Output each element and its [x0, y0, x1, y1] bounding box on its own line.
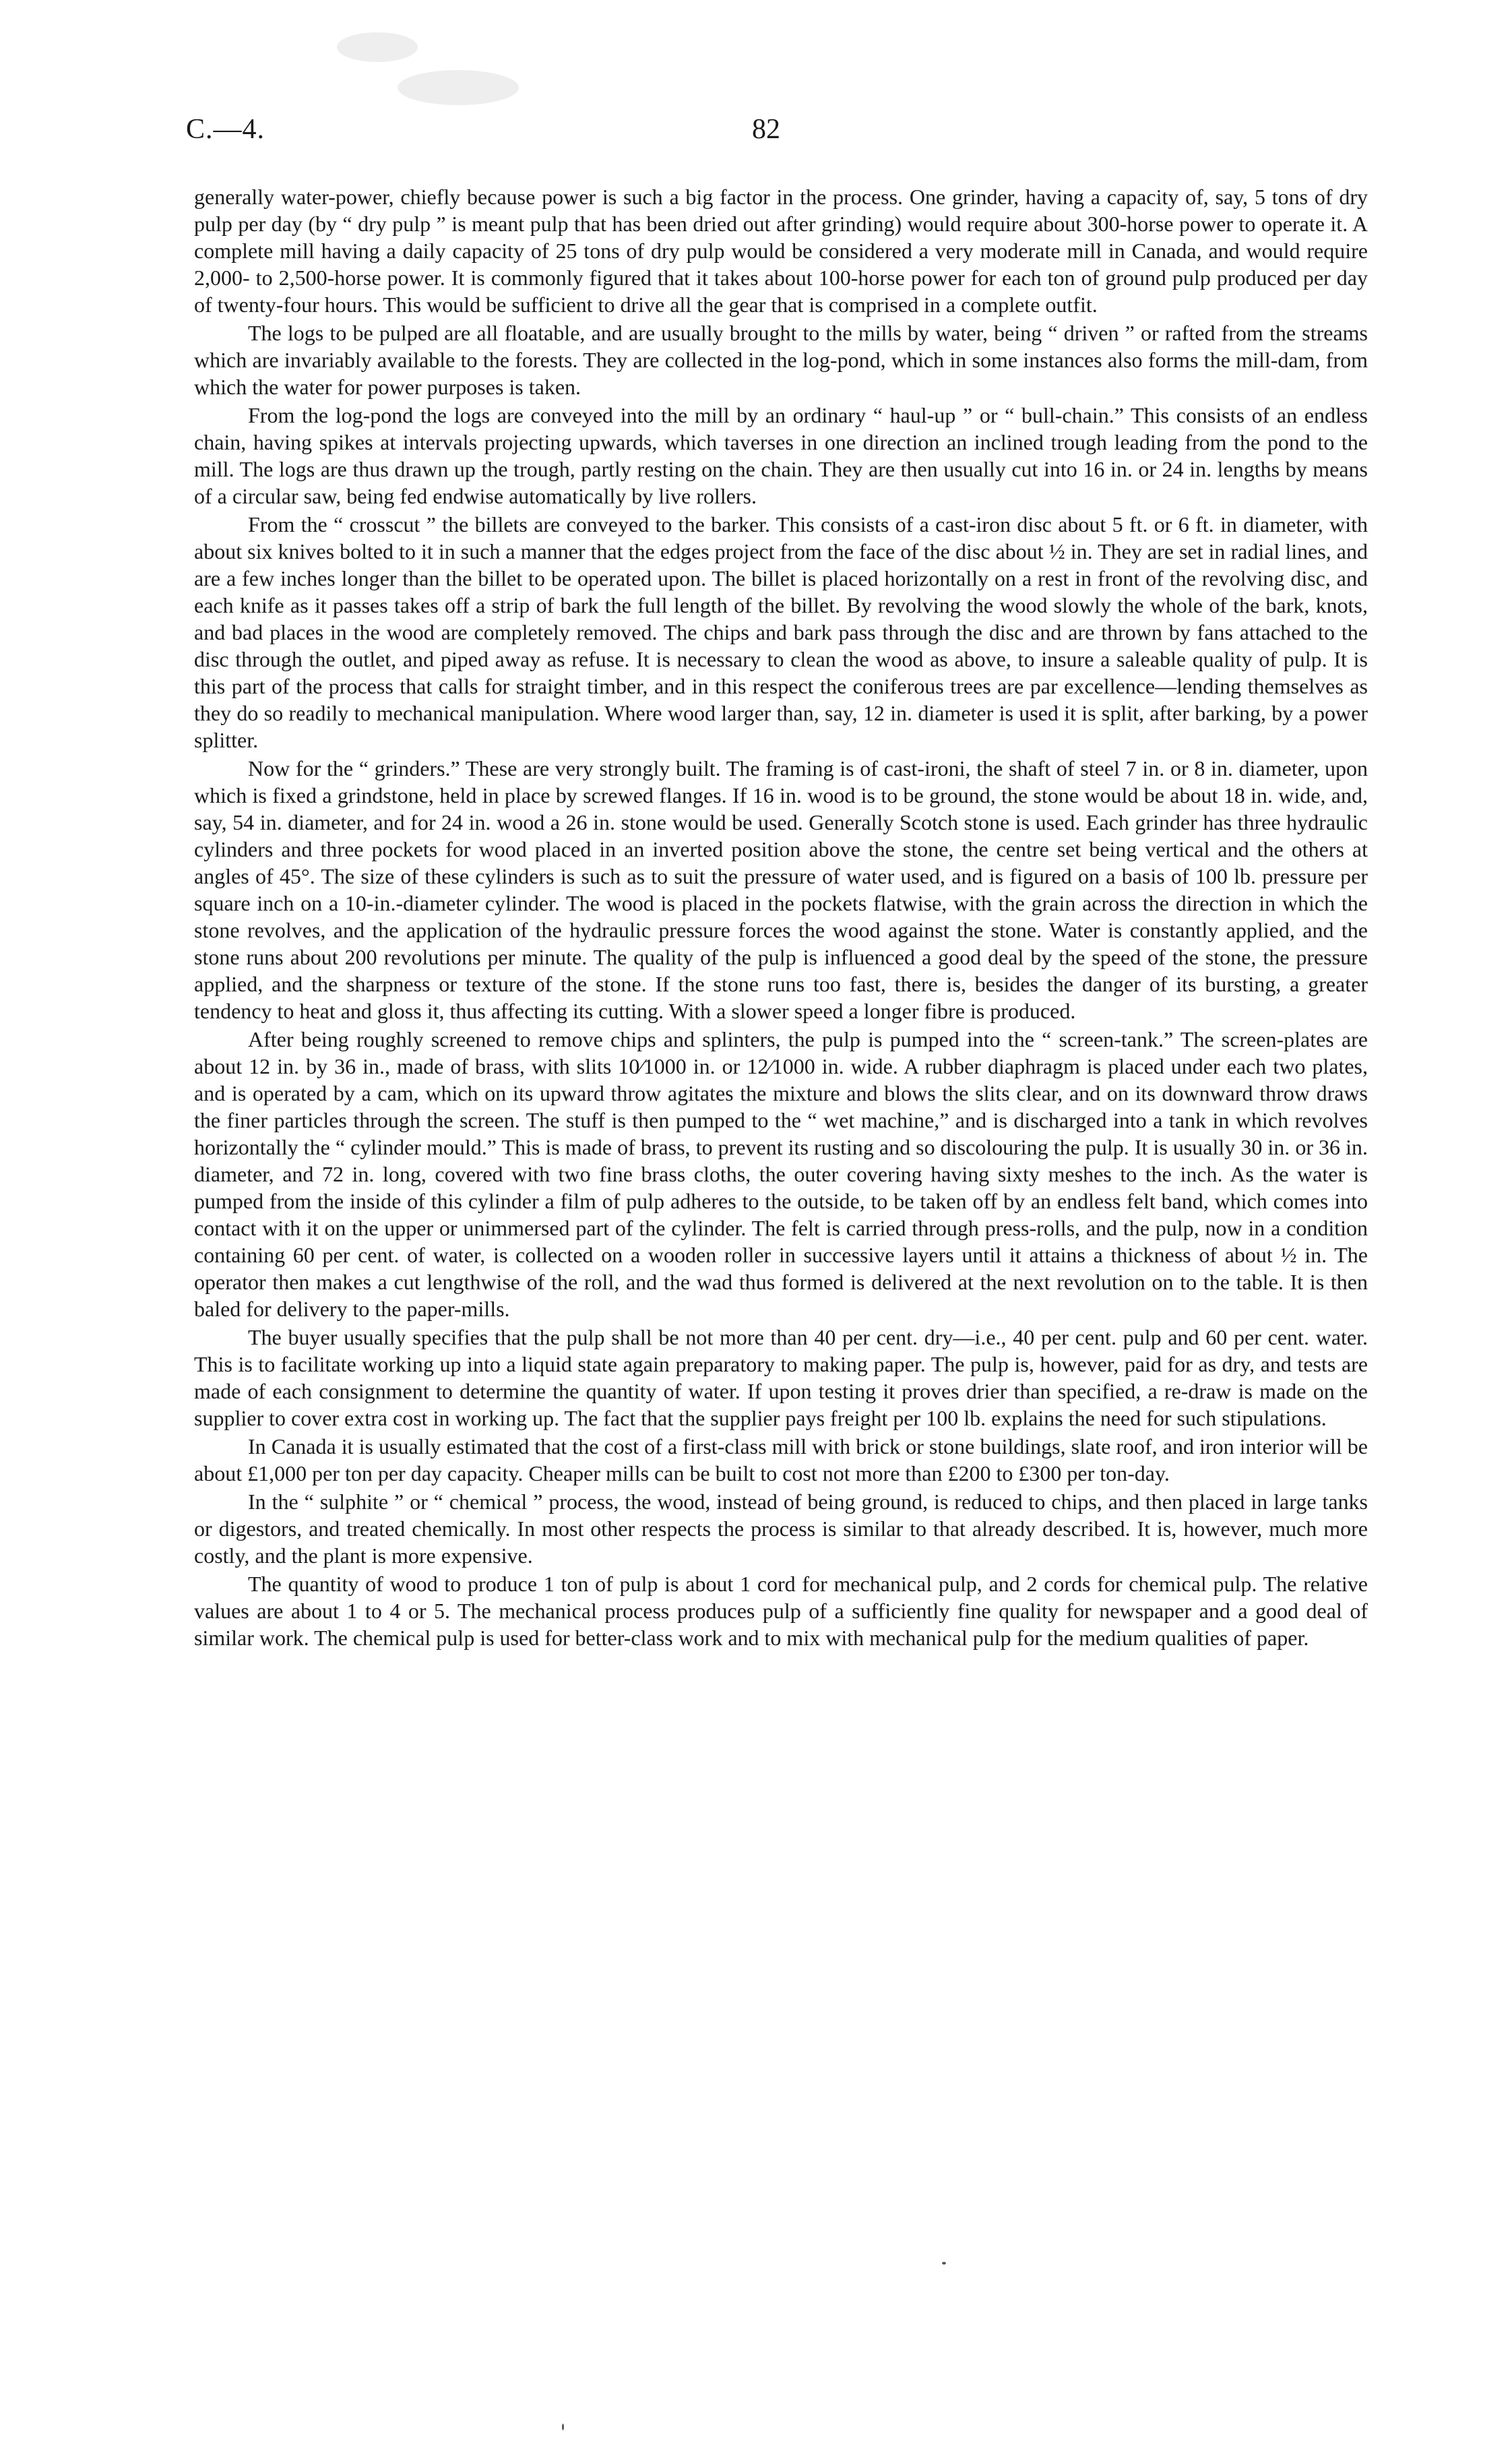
paragraph: From the “ crosscut ” the billets are conveyed to the barker. This consists of a cast-iron disc about 5 ft. or 6 ft. in diameter, with about six knives bolted to it in such a manner that the edges project from the face of the disc about ½ in. They are set in radial lines, and are a few inches longer than the billet to be operated upon. The billet is placed horizontally on a rest in front of the revolving disc, and each knife as it passes takes off a strip of bark the full length of the billet. By revolving the wood slowly the whole of the bark, knots, and bad places in the wood are completely removed. The chips and bark pass through the disc and are thrown by fans attached to the disc through the outlet, and piped away as refuse. It is necessary to clean the wood as above, to insure a saleable quality of pulp. It is this part of the process that calls for straight timber, and in this respect the coniferous trees are par excellence—lending themselves as they do so readily to mechanical manipulation. Where wood larger than, say, 12 in. diameter is used it is split, after barking, by a power splitter. — [194, 512, 1368, 752]
faded-stamp-mark — [323, 13, 539, 115]
paragraph: From the log-pond the logs are conveyed into the mill by an ordinary “ haul-up ” or “ bull-chain.” This consists of an endless chain, having spikes at intervals projecting upwards, which taverses in one direction an inclined trough leading from the pond to the mill. The logs are thus drawn up the trough, partly resting on the chain. They are then usually cut into 16 in. or 24 in. lengths by means of a circular saw, being fed endwise automatically by live rollers. — [194, 403, 1368, 508]
paragraph: The logs to be pulped are all floatable, and are usually brought to the mills by water, being “ driven ” or rafted from the streams which are invariably available to the forests. They are collected in the log-pond, which in some instances also forms the mill-dam, from which the water for power purposes is taken. — [194, 321, 1368, 399]
paragraph: generally water-power, chiefly because power is such a big factor in the process. One grinder, having a capacity of, say, 5 tons of dry pulp per day (by “ dry pulp ” is meant pulp that has been dried out after grinding) would require about 300-horse power to operate it. A complete mill having a daily capacity of 25 tons of dry pulp would be considered a very moderate mill in Canada, and would require 2,000- to 2,500-horse power. It is commonly figured that it takes about 100-horse power for each ton of ground pulp produced per day of twenty-four hours. This would be sufficient to drive all the gear that is comprised in a complete outfit. — [194, 185, 1368, 317]
page-number: 82 — [752, 114, 780, 145]
paragraph: Now for the “ grinders.” These are very strongly built. The framing is of cast-ironi, the shaft of steel 7 in. or 8 in. diameter, upon which is fixed a grindstone, held in place by screwed flanges. If 16 in. wood is to be ground, the stone would be about 18 in. wide, and, say, 54 in. diameter, and for 24 in. wood a 26 in. stone would be used. Generally Scotch stone is used. Each grinder has three hydraulic cylinders and three pockets for wood placed in an inverted position above the stone, the centre set being vertical and the others at angles of 45°. The size of these cylinders is such as to suit the pressure of water used, and is figured on a basis of 100 lb. pressure per square inch on a 10-in.-diameter cylinder. The wood is placed in the pockets flatwise, with the grain across the direction in which the stone revolves, and the application of the hydraulic pressure forces the wood against the stone. Water is constantly applied, and the stone runs about 200 revolutions per minute. The quality of the pulp is influenced a good deal by the speed of the stone, the pressure applied, and the sharpness or texture of the stone. If the stone runs too fast, there is, besides the danger of its bursting, a greater tendency to heat and gloss it, thus affecting its cutting. With a slower speed a longer fibre is produced. — [194, 756, 1368, 1023]
page-header — [186, 113, 1512, 154]
document-reference: C.—4. — [186, 114, 265, 145]
paragraph: The buyer usually specifies that the pulp shall be not more than 40 per cent. dry—i.e., 40 per cent. pulp and 60 per cent. water. This is to facilitate working up into a liquid state again preparatory to making paper. The pulp is, however, paid for as dry, and tests are made of each consignment to determine the quantity of water. If upon testing it proves drier than specified, a re-draw is made on the supplier to cover extra cost in working up. The fact that the supplier pays freight per 100 lb. explains the need for such stipulations. — [194, 1325, 1368, 1430]
paper-speck — [942, 2262, 946, 2265]
paragraph: The quantity of wood to produce 1 ton of pulp is about 1 cord for mechanical pulp, and 2 cords for chemical pulp. The relative values are about 1 to 4 or 5. The mechanical process produces pulp of a sufficiently fine quality for newspaper and a good deal of similar work. The chemical pulp is used for better-class work and to mix with mechanical pulp for the medium qualities of paper. — [194, 1572, 1368, 1650]
paragraph: In Canada it is usually estimated that the cost of a first-class mill with brick or stone buildings, slate roof, and iron interior will be about £1,000 per ton per day capacity. Cheaper mills can be built to cost not more than £200 to £300 per ton-day. — [194, 1434, 1368, 1485]
paper-speck — [562, 2424, 564, 2430]
paragraph: After being roughly screened to remove chips and splinters, the pulp is pumped into the “ screen-tank.” The screen-plates are about 12 in. by 36 in., made of brass, with slits 10⁄1000 in. or 12⁄1000 in. wide. A rubber diaphragm is placed under each two plates, and is operated by a cam, which on its upward throw agitates the mixture and blows the slits clear, and on its downward throw draws the finer particles through the screen. The stuff is then pumped to the “ wet machine,” and is discharged into a tank in which revolves horizontally the “ cylinder mould.” This is made of brass, to prevent its rusting and so discolouring the pulp. It is usually 30 in. or 36 in. diameter, and 72 in. long, covered with two fine brass cloths, the outer covering having sixty meshes to the inch. As the water is pumped from the inside of this cylinder a film of pulp adheres to the outside, to be taken off by an endless felt band, which comes into contact with it on the upper or unimmersed part of the cylinder. The felt is carried through press-rolls, and the pulp, now in a condition containing 60 per cent. of water, is collected on a wooden roller in successive layers until it attains a thickness of about ½ in. The operator then makes a cut lengthwise of the roll, and the wad thus formed is delivered at the next revolution on to the table. It is then baled for delivery to the paper-mills. — [194, 1027, 1368, 1321]
body-text — [194, 183, 1368, 1651]
paragraph: In the “ sulphite ” or “ chemical ” process, the wood, instead of being ground, is reduced to chips, and then placed in large tanks or digestors, and treated chemically. In most other respects the process is similar to that already described. It is, however, much more costly, and the plant is more expensive. — [194, 1489, 1368, 1568]
